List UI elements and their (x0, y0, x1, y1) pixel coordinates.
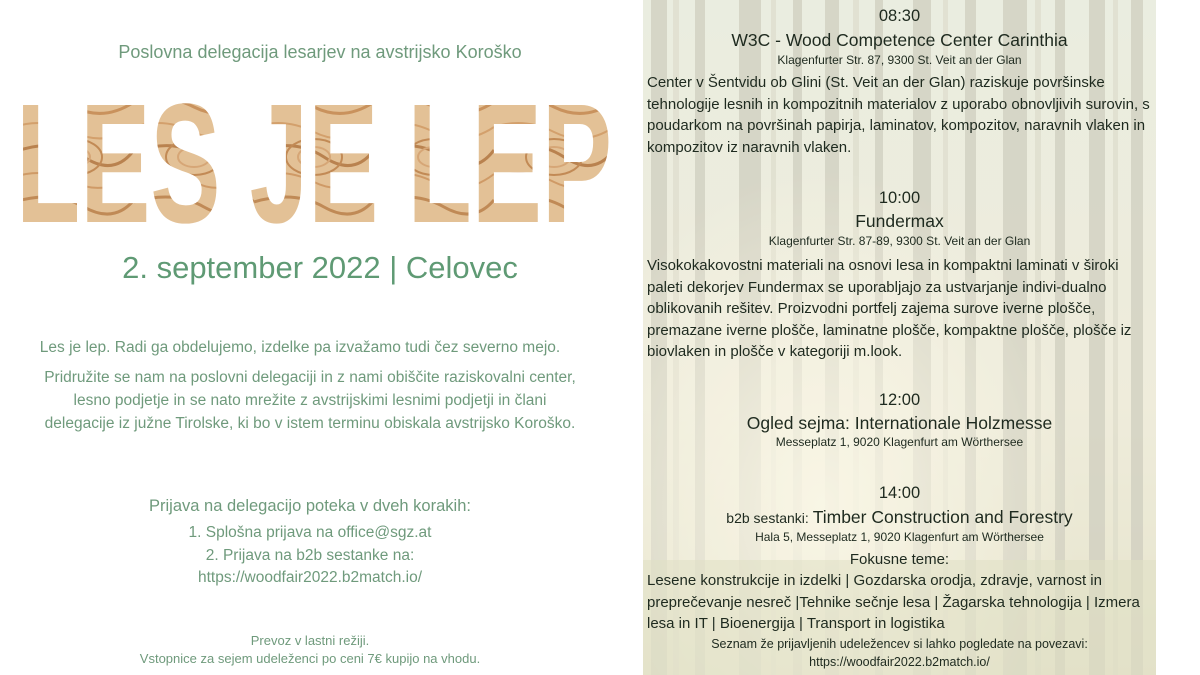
schedule-venue (643, 507, 1156, 528)
schedule-panel (643, 0, 1156, 675)
body-text: Pridružite se nam na poslovni delegaciji in z nami obiščite raziskovalni center, lesno podjetje in se nato mrežite z avstrijskimi lesnimi podjetji in člani delegacije iz južne Tirolske, ki bo v istem terminu obiskala avstrijsko Koroško. (44, 369, 576, 432)
b2b-prefix: b2b sestanki: (726, 510, 813, 526)
right-margin (1156, 0, 1200, 675)
schedule-list (643, 0, 1156, 675)
schedule-address: Klagenfurter Str. 87-89, 9300 St. Veit an der Glan (768, 234, 1031, 248)
participants-link[interactable]: https://woodfair2022.b2match.io/ (809, 655, 990, 669)
registration-step-2: 2. Prijava na b2b sestanke na: (205, 547, 415, 564)
intro-text: Les je lep. Radi ga obdelujemo, izdelke pa izvažamo tudi čez severno mejo. (39, 339, 561, 356)
registration-link[interactable]: https://woodfair2022.b2match.io/ (197, 569, 423, 586)
registration-step-1: 1. Splošna prijava na office@sgz.at (188, 524, 432, 541)
event-date: 2. september 2022 | Celovec (122, 250, 518, 285)
schedule-description: Center v Šentvidu ob Glini (St. Veit an der Glan) raziskuje površinske tehnologije lesnih in kompozitnih materialov z uporabo obnovljivih surovin, s poudarkom na površinah papirja, laminatov, kompozitov, naravnih vlaken in kompozitov iz naravnih vlaken. (647, 74, 1150, 156)
registration-title: Prijava na delegacijo poteka v dveh korakih: (149, 497, 471, 515)
schedule-address: Klagenfurter Str. 87, 9300 St. Veit an der Glan (777, 53, 1022, 67)
les-je-lep-title (14, 82, 614, 232)
participants-note: Seznam že prijavljenih udeležencev si lahko pogledate na povezavi: (711, 637, 1088, 651)
title-text: LES JE LEP (16, 82, 612, 232)
delegation-subtitle: Poslovna delegacija lesarjev na avstrijsko Koroško (118, 42, 522, 62)
topics-list: Lesene konstrukcije in izdelki | Gozdarska orodja, zdravje, varnost in preprečevanje nesreč |Tehnike sečnje lesa | Žagarska tehnologija | Izmera lesa in IT | Bioenergija | Transport in logistika (647, 572, 1140, 632)
schedule-venue: Ogled sejma: Internationale Holzmesse (746, 413, 1053, 433)
schedule-venue: Fundermax (855, 211, 944, 231)
transport-note: Prevoz v lastni režiji. (250, 633, 370, 648)
schedule-address: Hala 5, Messeplatz 1, 9020 Klagenfurt am Wörthersee (755, 530, 1044, 544)
schedule-time: 14:00 (878, 484, 921, 502)
schedule-time: 12:00 (878, 391, 921, 409)
schedule-time: 08:30 (878, 7, 921, 25)
schedule-time: 10:00 (878, 189, 921, 207)
ticket-note: Vstopnice za sejem udeleženci po ceni 7€ kupijo na vhodu. (139, 651, 481, 666)
topics-label: Fokusne teme: (849, 551, 950, 568)
schedule-address: Messeplatz 1, 9020 Klagenfurt am Wörthersee (775, 435, 1024, 449)
schedule-description: Visokokakovostni materiali na osnovi lesa in kompaktni laminati v široki paleti dekorjev Fundermax se uporabljajo za ustvarjanje indivi-dualno oblikovanih rešitev. Proizvodni portfelj zajema surove iverne plošče, premazane iverne plošče, laminatne plošče, kompaktne plošče, plošče iz biovlaken in plošče v kategoriji m.look. (647, 257, 1132, 360)
b2b-title: Timber Construction and Forestry (812, 507, 1073, 527)
schedule-venue: W3C - Wood Competence Center Carinthia (731, 30, 1068, 50)
